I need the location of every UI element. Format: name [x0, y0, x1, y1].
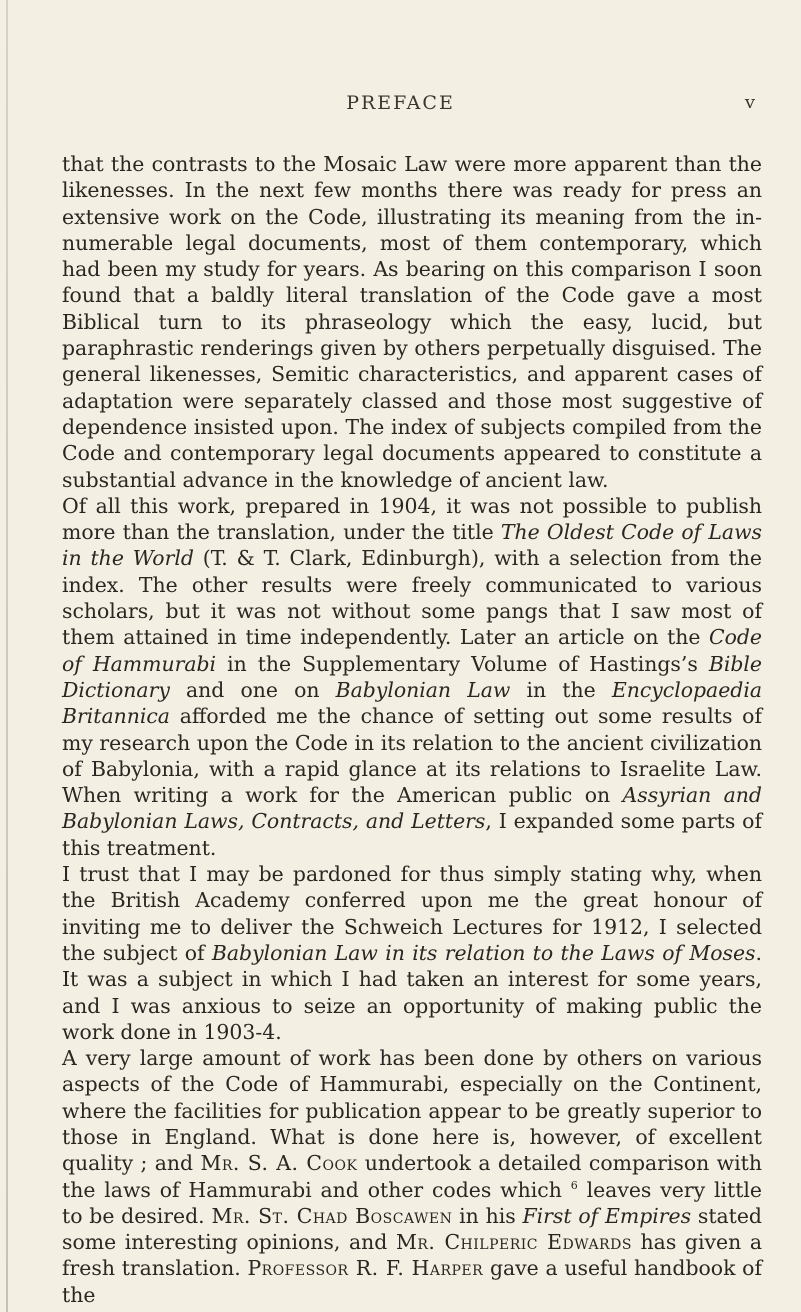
text-run: in the: [510, 677, 612, 702]
author-name: Mr. S. A. Cook: [200, 1151, 358, 1176]
italic-title: First of Empires: [522, 1203, 692, 1228]
footnote-marker: 6: [570, 1178, 578, 1192]
text-run: leaves very little to be desired.: [62, 1177, 762, 1228]
italic-title: The Oldest Code of Laws in the World: [62, 520, 762, 571]
paragraph: [62, 151, 762, 493]
italic-title: Code of Hammurabi: [62, 625, 762, 676]
author-name: Mr. St. Chad Boscawen: [211, 1203, 453, 1228]
body-text: [62, 151, 762, 1308]
text-run: afforded me the chance of setting out some results of my research upon the Code in its relation to the ancient civilization of Babylonia, with a rapid glance at its relations to Israelite Law. When writing a work for the American public on: [62, 704, 762, 808]
text-run: (T. & T. Clark, Edinburgh), with a selection from the index. The other results were freely communicated to various scholars, but it was not without some pangs that I saw most of them attained in time independently. Later an article on the: [62, 546, 762, 650]
text-run: A very large amount of work has been done by others on various aspects of the Code of Hammurabi, especially on the Continent, where the facilities for publication appear to be greatly superior to those in England. What is done here is, however, of excellent quality ; and: [62, 1046, 762, 1176]
page-number: v: [744, 92, 755, 113]
text-run: stated some interesting opinions, and: [62, 1203, 762, 1255]
paragraph: [62, 493, 762, 861]
text-run: and one on: [169, 677, 336, 702]
text-run: has given a fresh translation.: [62, 1230, 762, 1281]
italic-title: Assyrian and Babylonian Laws, Contracts, and Letters: [62, 783, 762, 834]
italic-title: Encyclopaedia Britannica: [62, 677, 762, 729]
text-run: gave a useful handbook of the: [62, 1256, 762, 1307]
italic-title: Babylonian Law: [335, 677, 511, 702]
paragraph: [62, 861, 762, 1045]
italic-title: Babylonian Law in its relation to the Laws of Moses: [211, 940, 756, 965]
text-run: in the Supplementary Volume of Hastings’s: [216, 651, 709, 676]
author-name: Mr. Chilperic Edwards: [395, 1230, 632, 1255]
paragraph: [62, 1045, 762, 1308]
text-run: Of all this work, prepared in 1904, it was not possible to publish more than the translation, under the title: [62, 493, 762, 545]
text-run: in his: [452, 1203, 523, 1228]
page-edge: [6, 0, 8, 1312]
running-title: PREFACE: [346, 92, 455, 114]
text-run: undertook a detailed comparison with the laws of Hammurabi and other codes which: [62, 1151, 762, 1202]
text-run: . It was a subject in which I had taken an interest for some years, and I was anxious to seize an opportunity of making public the work done in 1903-4.: [62, 940, 762, 1044]
text-run: that the contrasts to the Mosaic Law were more apparent than the likenesses. In the next few months there was ready for press an extensive work on the Code, illustrating its meaning from the innumerable legal documents, most of them contemporary, which had been my study for years. As bearing on this comparison I soon found that a baldly literal translation of the Code gave a most Biblical turn to its phraseology which the easy, lucid, but paraphrastic renderings given by others perpetually disguised. The general likenesses, Semitic characteristics, and apparent cases of adaptation were separately classed and those most suggestive of dependence insisted upon. The index of subjects compiled from the Code and contemporary legal documents appeared to constitute a substantial advance in the knowledge of ancient law.: [62, 152, 762, 492]
text-run: , I expanded some parts of this treatment.: [62, 809, 762, 860]
italic-title: Bible Dictionary: [62, 651, 762, 702]
page-header: [0, 92, 801, 122]
author-name: Professor R. F. Harper: [247, 1256, 484, 1281]
text-run: I trust that I may be pardoned for thus simply stating why, when the British Academy conferred upon me the great honour of inviting me to deliver the Schweich Lectures for 1912, I selected the subject of: [62, 862, 762, 965]
